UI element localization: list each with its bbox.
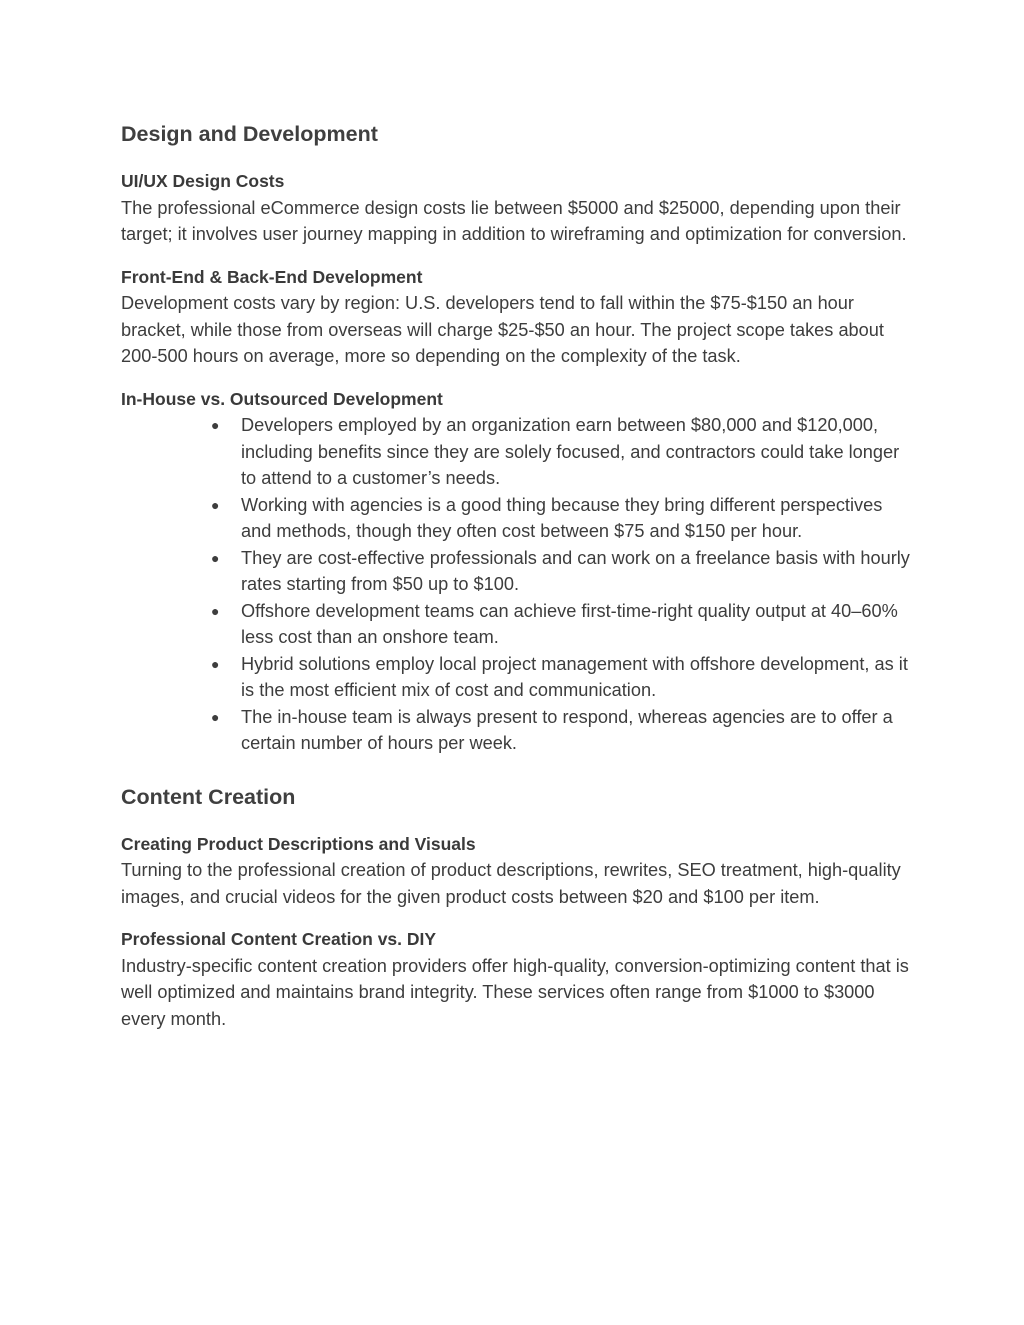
list-item — [211, 545, 911, 598]
list-item-text: Hybrid solutions employ local project management with offshore development, as it is the most efficient mix of cost and communication. — [241, 653, 908, 700]
list-item-text: They are cost-effective professionals and can work on a freelance basis with hourly rates starting from $50 up to $100. — [241, 547, 910, 594]
subsection-in-house-vs-outsourced — [121, 386, 911, 757]
list-item — [211, 598, 911, 651]
subsection-professional-vs-diy — [121, 926, 911, 1032]
subsection-paragraph: Industry-specific content creation providers offer high-quality, conversion-optimizing content that is well optimized and maintains brand integrity. These services often range from $1000 to $3000 every month. — [121, 955, 909, 1029]
bullet-icon: ● — [211, 602, 220, 619]
list-item-text: Offshore development teams can achieve first-time-right quality output at 40–60% less cost than an onshore team. — [241, 600, 898, 647]
subsection-front-end-back-end-development — [121, 264, 911, 370]
subsection-heading: Creating Product Descriptions and Visuals — [121, 833, 476, 854]
bullet-icon: ● — [211, 496, 220, 513]
subsection-ui-ux-design-costs — [121, 168, 911, 248]
subsection-paragraph: Turning to the professional creation of product descriptions, rewrites, SEO treatment, high-quality images, and crucial videos for the given product costs between $20 and $100 per item. — [121, 860, 901, 907]
subsection-heading: In-House vs. Outsourced Development — [121, 388, 443, 409]
list-item — [211, 492, 911, 545]
bullet-icon: ● — [211, 417, 220, 433]
list-item — [211, 651, 911, 704]
list-item-text: The in-house team is always present to respond, whereas agencies are to offer a certain number of hours per week. — [241, 706, 893, 753]
bullet-icon: ● — [211, 708, 220, 725]
document-page — [121, 118, 911, 1032]
subsection-paragraph: The professional eCommerce design costs lie between $5000 and $25000, depending upon their target; it involves user journey mapping in addition to wireframing and optimization for conversion. — [121, 197, 907, 244]
subsection-heading: Front-End & Back-End Development — [121, 266, 423, 287]
bullet-icon: ● — [211, 549, 220, 566]
subsection-product-descriptions-visuals — [121, 831, 911, 911]
list-item-text: Developers employed by an organization earn between $80,000 and $120,000, including benefits since they are solely focused, and contractors could take longer to attend to a customer’s needs. — [241, 415, 900, 488]
section-title-design-and-development: Design and Development — [121, 122, 378, 146]
list-item — [211, 704, 911, 757]
subsection-heading: UI/UX Design Costs — [121, 171, 285, 191]
subsection-heading: Professional Content Creation vs. DIY — [121, 929, 437, 949]
bullet-list — [121, 412, 911, 757]
list-item-text: Working with agencies is a good thing because they bring different perspectives and methods, though they often cost between $75 and $150 per hour. — [241, 494, 883, 541]
bullet-icon: ● — [211, 655, 220, 672]
section-title-content-creation: Content Creation — [121, 784, 296, 809]
subsection-paragraph: Development costs vary by region: U.S. developers tend to fall within the $75-$150 an hour bracket, while those from overseas will charge $25-$50 an hour. The project scope takes about 200-500 hours on average, more so depending on the complexity of the task. — [121, 293, 884, 366]
list-item — [211, 412, 911, 492]
